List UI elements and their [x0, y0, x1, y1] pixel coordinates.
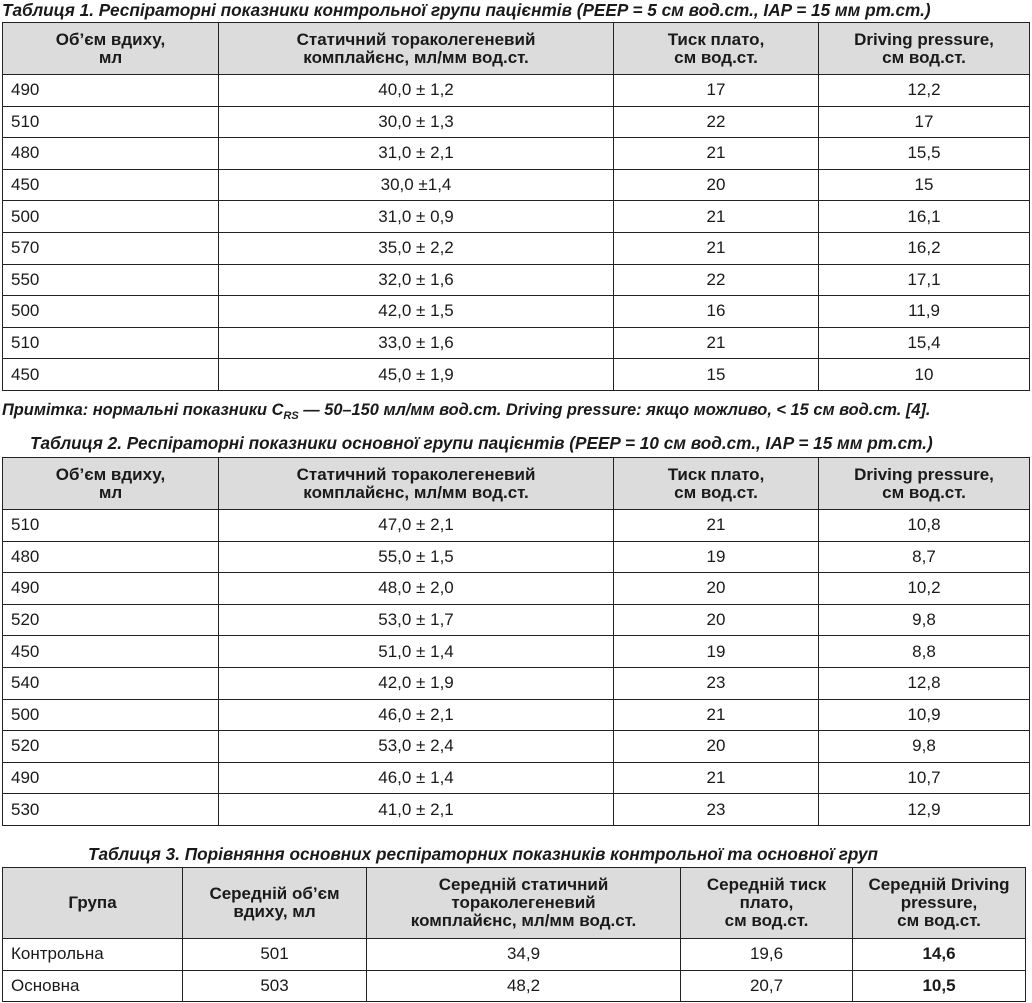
table1-caption: Таблиця 1. Респіраторні показники контрольної групи пацієнтів (PEEP = 5 см вод.ст., IAP = 15 мм рт.ст.)	[2, 0, 931, 20]
table-cell: 34,9	[367, 939, 681, 971]
header-line: Середній Driving	[868, 875, 1010, 894]
table-cell: 17	[614, 75, 819, 107]
note-prefix: Примітка: нормальні показники C	[2, 401, 284, 419]
table-cell: Основна	[3, 970, 183, 1002]
table-cell: 21	[614, 510, 819, 542]
table-row	[3, 264, 1030, 296]
table-cell: 32,0 ± 1,6	[219, 264, 614, 296]
header-line: Середній тиск	[706, 875, 827, 894]
note-subscript: RS	[283, 410, 299, 422]
table-cell: 490	[3, 762, 219, 794]
table1-header-cell	[819, 23, 1030, 75]
table-cell: 42,0 ± 1,5	[219, 296, 614, 328]
header-line: плато,	[739, 893, 794, 912]
note-suffix: — 50–150 мл/мм вод.ст. Driving pressure: якщо можливо, < 15 см вод.ст. [4].	[298, 401, 931, 419]
table-cell: 540	[3, 667, 219, 699]
table-cell: 33,0 ± 1,6	[219, 327, 614, 359]
table-cell: 16,2	[819, 232, 1030, 264]
table-cell: 10,9	[819, 699, 1030, 731]
header-line: Тиск плато,	[667, 464, 765, 484]
table-cell: 9,8	[819, 731, 1030, 763]
table-cell: 20,7	[681, 970, 853, 1002]
table-cell: 12,2	[819, 75, 1030, 107]
table-cell: 480	[3, 138, 219, 170]
table-cell: 41,0 ± 2,1	[219, 794, 614, 826]
table-cell: 46,0 ± 1,4	[219, 762, 614, 794]
table-cell: 12,9	[819, 794, 1030, 826]
table-cell: 480	[3, 541, 219, 573]
table-cell: 490	[3, 573, 219, 605]
table2	[2, 457, 1030, 826]
table-cell: 11,9	[819, 296, 1030, 328]
table-cell: 19	[614, 541, 819, 573]
table1-note	[2, 400, 931, 426]
table-row	[3, 232, 1030, 264]
table-row	[3, 327, 1030, 359]
table-cell: 23	[614, 794, 819, 826]
table1	[2, 22, 1030, 391]
table-row	[3, 75, 1030, 107]
table-cell: 500	[3, 296, 219, 328]
header-line: вдиху, мл	[233, 902, 316, 921]
table-row	[3, 201, 1030, 233]
table-cell: 10	[819, 359, 1030, 391]
table-cell: 10,2	[819, 573, 1030, 605]
table-cell: 48,0 ± 2,0	[219, 573, 614, 605]
table3-caption: Таблиця 3. Порівняння основних респіраторних показників контрольної та основної груп	[88, 844, 879, 864]
header-line: Тиск плато,	[667, 29, 765, 49]
table2-header-cell	[219, 458, 614, 510]
table-row	[3, 939, 1026, 971]
table-cell: 17	[819, 106, 1030, 138]
header-line: Середній об’єм	[209, 884, 340, 903]
header-line: см вод.ст.	[674, 482, 758, 502]
header-line: Статичний тораколегеневий	[296, 464, 536, 484]
header-line: мл	[98, 482, 123, 502]
table1-header-row	[3, 23, 1030, 75]
table-row	[3, 667, 1030, 699]
table-cell: 19	[614, 636, 819, 668]
table1-header-cell	[219, 23, 614, 75]
table-cell: 53,0 ± 2,4	[219, 731, 614, 763]
header-line: Об’єм вдиху,	[55, 29, 166, 49]
table-cell: 510	[3, 106, 219, 138]
table-cell: 17,1	[819, 264, 1030, 296]
table-cell: 21	[614, 699, 819, 731]
table2-header-row	[3, 458, 1030, 510]
table-row	[3, 970, 1026, 1002]
table2-caption: Таблиця 2. Респіраторні показники основної групи пацієнтів (PEEP = 10 см вод.ст., IAP = 15 мм рт.ст.)	[30, 433, 933, 453]
table-row	[3, 604, 1030, 636]
table-cell: 10,7	[819, 762, 1030, 794]
table-cell: 35,0 ± 2,2	[219, 232, 614, 264]
table-cell: 22	[614, 106, 819, 138]
table-cell: 15,4	[819, 327, 1030, 359]
header-line: pressure,	[900, 893, 978, 912]
table-row	[3, 541, 1030, 573]
table3	[2, 867, 1026, 1002]
table-row	[3, 794, 1030, 826]
table-cell: 15,5	[819, 138, 1030, 170]
table-row	[3, 762, 1030, 794]
header-line: комплайєнс, мл/мм вод.ст.	[303, 482, 529, 502]
table-row	[3, 296, 1030, 328]
table-cell: 47,0 ± 2,1	[219, 510, 614, 542]
table-cell: 10,8	[819, 510, 1030, 542]
header-line: см вод.ст.	[897, 911, 981, 930]
table-cell: 23	[614, 667, 819, 699]
table-cell: 16	[614, 296, 819, 328]
table-cell: 520	[3, 604, 219, 636]
table-cell: 500	[3, 201, 219, 233]
table-row	[3, 138, 1030, 170]
header-line: Driving pressure,	[854, 29, 994, 49]
header-line: см вод.ст.	[724, 911, 809, 930]
table-cell: 20	[614, 731, 819, 763]
table-cell: Контрольна	[3, 939, 183, 971]
table-cell: 30,0 ± 1,3	[219, 106, 614, 138]
table-row	[3, 731, 1030, 763]
header-line: тораколегеневий	[451, 893, 596, 912]
table-cell: 501	[183, 939, 367, 971]
header-line: см вод.ст.	[882, 482, 966, 502]
table-cell: 450	[3, 636, 219, 668]
table-cell: 500	[3, 699, 219, 731]
table-cell: 22	[614, 264, 819, 296]
table-cell: 21	[614, 327, 819, 359]
table-cell: 12,8	[819, 667, 1030, 699]
table-cell: 16,1	[819, 201, 1030, 233]
table-cell: 53,0 ± 1,7	[219, 604, 614, 636]
table3-header-row	[3, 868, 1026, 939]
header-line: мл	[98, 47, 123, 67]
table-cell: 10,5	[853, 970, 1026, 1002]
header-line: см вод.ст.	[882, 47, 966, 67]
table-cell: 510	[3, 510, 219, 542]
table-row	[3, 510, 1030, 542]
table-cell: 570	[3, 232, 219, 264]
table-cell: 21	[614, 232, 819, 264]
table-cell: 46,0 ± 2,1	[219, 699, 614, 731]
table3-header-cell	[3, 868, 183, 939]
table1-header-cell	[3, 23, 219, 75]
table-cell: 450	[3, 359, 219, 391]
table-cell: 14,6	[853, 939, 1026, 971]
table3-header-cell	[183, 868, 367, 939]
table-cell: 42,0 ± 1,9	[219, 667, 614, 699]
table-cell: 490	[3, 75, 219, 107]
table-cell: 21	[614, 201, 819, 233]
table2-header-cell	[614, 458, 819, 510]
header-line: Driving pressure,	[854, 464, 994, 484]
table-cell: 550	[3, 264, 219, 296]
table-row	[3, 699, 1030, 731]
table-row	[3, 573, 1030, 605]
table-cell: 9,8	[819, 604, 1030, 636]
table-cell: 48,2	[367, 970, 681, 1002]
table-cell: 21	[614, 762, 819, 794]
table-cell: 30,0 ±1,4	[219, 169, 614, 201]
table-cell: 8,8	[819, 636, 1030, 668]
header-line: Середній статичний	[438, 875, 609, 894]
table-cell: 55,0 ± 1,5	[219, 541, 614, 573]
table3-header-cell	[681, 868, 853, 939]
header-line: см вод.ст.	[674, 47, 758, 67]
header-line: Об’єм вдиху,	[55, 464, 166, 484]
table-cell: 20	[614, 573, 819, 605]
table-cell: 31,0 ± 2,1	[219, 138, 614, 170]
table-cell: 520	[3, 731, 219, 763]
header-line: комплайєнс, мл/мм вод.ст.	[303, 47, 529, 67]
table3-header-cell	[367, 868, 681, 939]
table-row	[3, 359, 1030, 391]
header-line: комплайєнс, мл/мм вод.ст.	[410, 911, 637, 930]
header-line: Група	[68, 893, 117, 912]
table-row	[3, 106, 1030, 138]
table-cell: 450	[3, 169, 219, 201]
table2-header-cell	[3, 458, 219, 510]
table-cell: 15	[614, 359, 819, 391]
table-row	[3, 636, 1030, 668]
table3-header-cell	[853, 868, 1026, 939]
table-cell: 20	[614, 604, 819, 636]
table-cell: 19,6	[681, 939, 853, 971]
table-cell: 8,7	[819, 541, 1030, 573]
table-cell: 31,0 ± 0,9	[219, 201, 614, 233]
table-cell: 503	[183, 970, 367, 1002]
table-cell: 51,0 ± 1,4	[219, 636, 614, 668]
table1-header-cell	[614, 23, 819, 75]
table-row	[3, 169, 1030, 201]
table-cell: 20	[614, 169, 819, 201]
header-line: Статичний тораколегеневий	[296, 29, 536, 49]
table-cell: 510	[3, 327, 219, 359]
table-cell: 40,0 ± 1,2	[219, 75, 614, 107]
table-cell: 530	[3, 794, 219, 826]
table-cell: 21	[614, 138, 819, 170]
table-cell: 15	[819, 169, 1030, 201]
table-cell: 45,0 ± 1,9	[219, 359, 614, 391]
table2-header-cell	[819, 458, 1030, 510]
